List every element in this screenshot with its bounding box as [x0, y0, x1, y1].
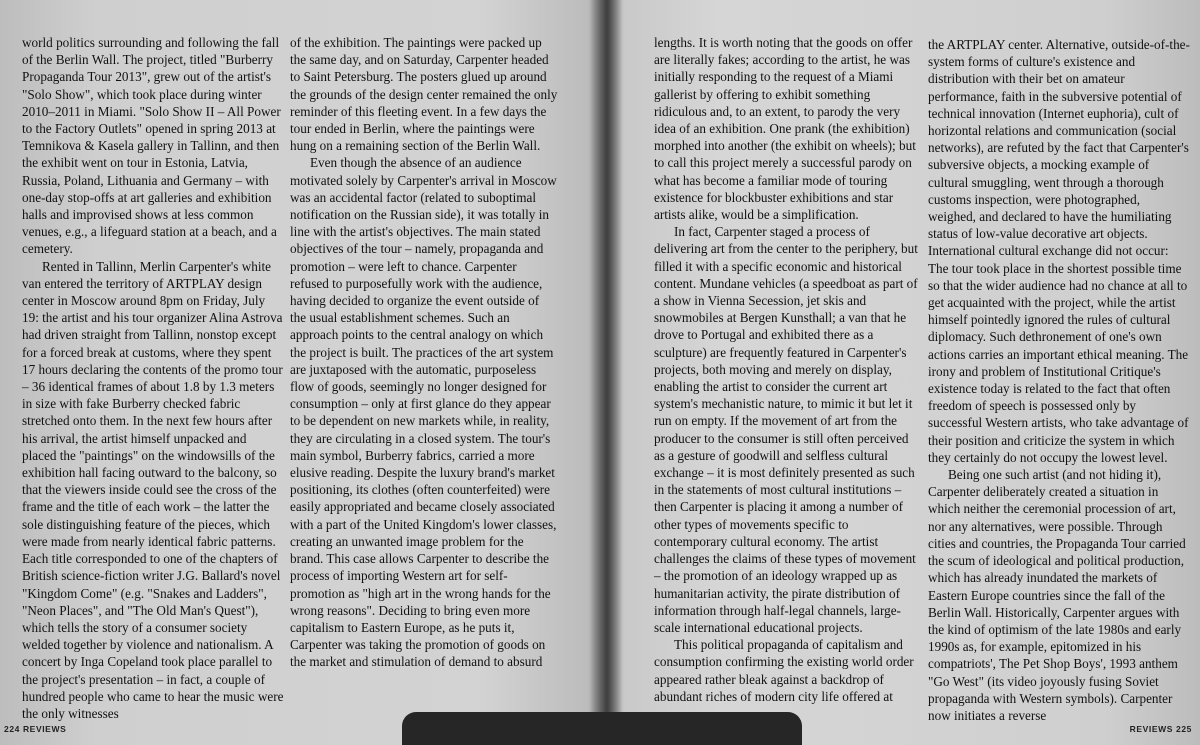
paragraph: Even though the absence of an audience motivated solely by Carpenter's arrival in Moscow was an accidental factor (related to suboptimal notification on the Russian side), it was totally in line with the artist's objectives. The main stated objectives of the tour – namely, propaganda and promotion – were left to chance. Carpenter refused to purposefully work with the audience, having decided to organize the event outside of the usual establishment schemes. Such an approach points to the central analogy on which the project is built. The practices of the art system are juxtaposed with the automatic, purposeless flow of goods, seemingly no longer designed for consumption – only at first glance do they appear to be dependent on new markets while, in reality, they are circulating in a closed system. The tour's main symbol, Burberry fabrics, carried a more elusive reading. Despite the luxury brand's market positioning, its clothes (often counterfeited) were easily appropriated and became closely associated with a part of the United Kingdom's lower classes, creating an unwanted image problem for the brand. This case allows Carpenter to describe the process of importing Western art for self-promotion as "high art in the wrong hands for the wrong reasons". Deciding to bring even more capitalism to Eastern Europe, as he puts it, Carpenter was taking the promotion of goods on the market and stimulation of demand to absurd: [290, 155, 557, 670]
page-number-right: REVIEWS 225: [1129, 724, 1192, 734]
paragraph: lengths. It is worth noting that the goods on offer are literally fakes; according to the artist, he was initially responding to the request of a Miami gallerist by offering to exhibit something ridiculous and, to an extent, to parody the very idea of an exhibition. One prank (the exhibition) morphed into another (the exhibit on wheels); but to call this project merely a successful parody on what has become a familiar mode of touring existence for blockbuster exhibitions and star artists alike, would be a simplification.: [654, 35, 916, 223]
right-page-column-1: [654, 34, 922, 705]
paragraph: of the exhibition. The paintings were packed up the same day, and on Saturday, Carpenter headed to Saint Petersburg. The posters glued up around the grounds of the design center remained the only reminder of this fleeting event. In a few days the tour ended in Berlin, where the paintings were hung on a remaining section of the Berlin Wall.: [290, 35, 558, 154]
right-page-column-2: [928, 36, 1190, 724]
paragraph: In fact, Carpenter staged a process of delivering art from the center to the periphery, but filled it with a specific economic and historical content. Mundane vehicles (a speedboat as part of a show in Vienna Secession, jet skis and snowmobiles at Bergen Kunsthall; a van that he drove to Portugal and exhibited there as a sculpture) are frequently featured in Carpenter's projects, both moving and merely on display, enabling the artist to consider the current art system's mechanistic nature, to mimic it but let it run on empty. If the movement of art from the producer to the consumer is still often perceived as a gesture of goodwill and selfless cultural exchange – it is most definitely presented as such in the statements of most cultural institutions – then Carpenter is placing it among a number of other types of movements specific to contemporary cultural economy. The artist challenges the claims of these types of movement – the promotion of an ideology wrapped up as humanitarian activity, the pirate distribution of information through half-legal channels, large-scale international educational projects.: [654, 224, 918, 635]
paragraph: world politics surrounding and following the fall of the Berlin Wall. The project, titled "Burberry Propaganda Tour 2013", grew out of the artist's "Solo Show", which took place during winter 2010–2011 in Miami. "Solo Show II – All Power to the Factory Outlets" opened in spring 2013 at Temnikova & Kasela gallery in Tallinn, and then the exhibit went on tour in Estonia, Latvia, Russia, Poland, Lithuania and Germany – with one-day stop-offs at art galleries and exhibition halls and improvised shows at less common venues, e.g., a lifeguard station at a beach, and a cemetery.: [22, 35, 281, 257]
book-binder: [402, 712, 802, 745]
left-page-column-1: [22, 34, 284, 722]
gutter-shadow: [590, 0, 622, 745]
left-page-column-2: [290, 34, 558, 671]
paragraph: the ARTPLAY center. Alternative, outside-of-the-system forms of culture's existence and distribution with their bet on amateur performance, faith in the subversive potential of technical innovation (Internet euphoria), cult of horizontal relations and communication (social networks), are refuted by the fact that Carpenter's subversive objects, a mocking example of cultural smuggling, went through a thorough customs inspection, were photographed, weighed, and declared to have the humiliating status of low-value decorative art objects. International cultural exchange did not occur: The tour took place in the shortest possible time so that the wider audience had no chance at all to get acquainted with the project, while the artist himself pointedly ignored the rules of cultural diplomacy. Such dethronement of one's own actions carries an important ethical meaning. The irony and problem of Institutional Critique's existence today is related to the fact that often freedom of speech is possessed only by successful Western artists, who take advantage of their position and criticize the system in which they certainly do not occupy the lowest level.: [928, 37, 1190, 465]
paragraph: Being one such artist (and not hiding it), Carpenter deliberately created a situation in which neither the ceremonial procession of art, nor any alternatives, were possible. Through cities and countries, the Propaganda Tour carried the scum of ideological and political production, which has already inundated the markets of Eastern Europe countries since the fall of the Berlin Wall. Historically, Carpenter argues with the kind of optimism of the late 1980s and early 1990s as, for example, epitomized in his compatriots', The Pet Shop Boys', 1993 anthem "Go West" (its video joyously fusing Soviet propaganda with Western symbols). Carpenter now initiates a reverse: [928, 467, 1186, 723]
paragraph: Rented in Tallinn, Merlin Carpenter's white van entered the territory of ARTPLAY design center in Moscow around 8pm on Friday, July 19: the artist and his tour organizer Alina Astrova had driven straight from Tallinn, nonstop except for a forced break at customs, where they spent 17 hours declaring the contents of the promo tour – 36 identical frames of about 1.8 by 1.3 meters in size with fake Burberry checked fabric stretched onto them. In the next few hours after his arrival, the artist himself unpacked and placed the "paintings" on the windowsills of the exhibition hall facing outward to the balcony, so that the viewers inside could see the cross of the frame and the title of each work – the latter the sole distinguishing feature of the pieces, which were made from nearly identical fabric patterns. Each title corresponded to one of the chapters of British science-fiction writer J.G. Ballard's novel "Kingdom Come" (e.g. "Snakes and Ladders", "Neon Places", and "The Old Man's Quest"), which tells the story of a consumer society welded together by violence and nationalism. A concert by Inga Copeland took place parallel to the project's presentation – in fact, a couple of hundred people who came to hear the music were the only witnesses: [22, 258, 284, 721]
paragraph: This political propaganda of capitalism and consumption confirming the existing world order appeared rather bleak against a backdrop of abundant riches of modern city life offered at: [654, 637, 914, 704]
page-number-left: 224 REVIEWS: [4, 724, 67, 734]
right-page: [606, 0, 1200, 745]
